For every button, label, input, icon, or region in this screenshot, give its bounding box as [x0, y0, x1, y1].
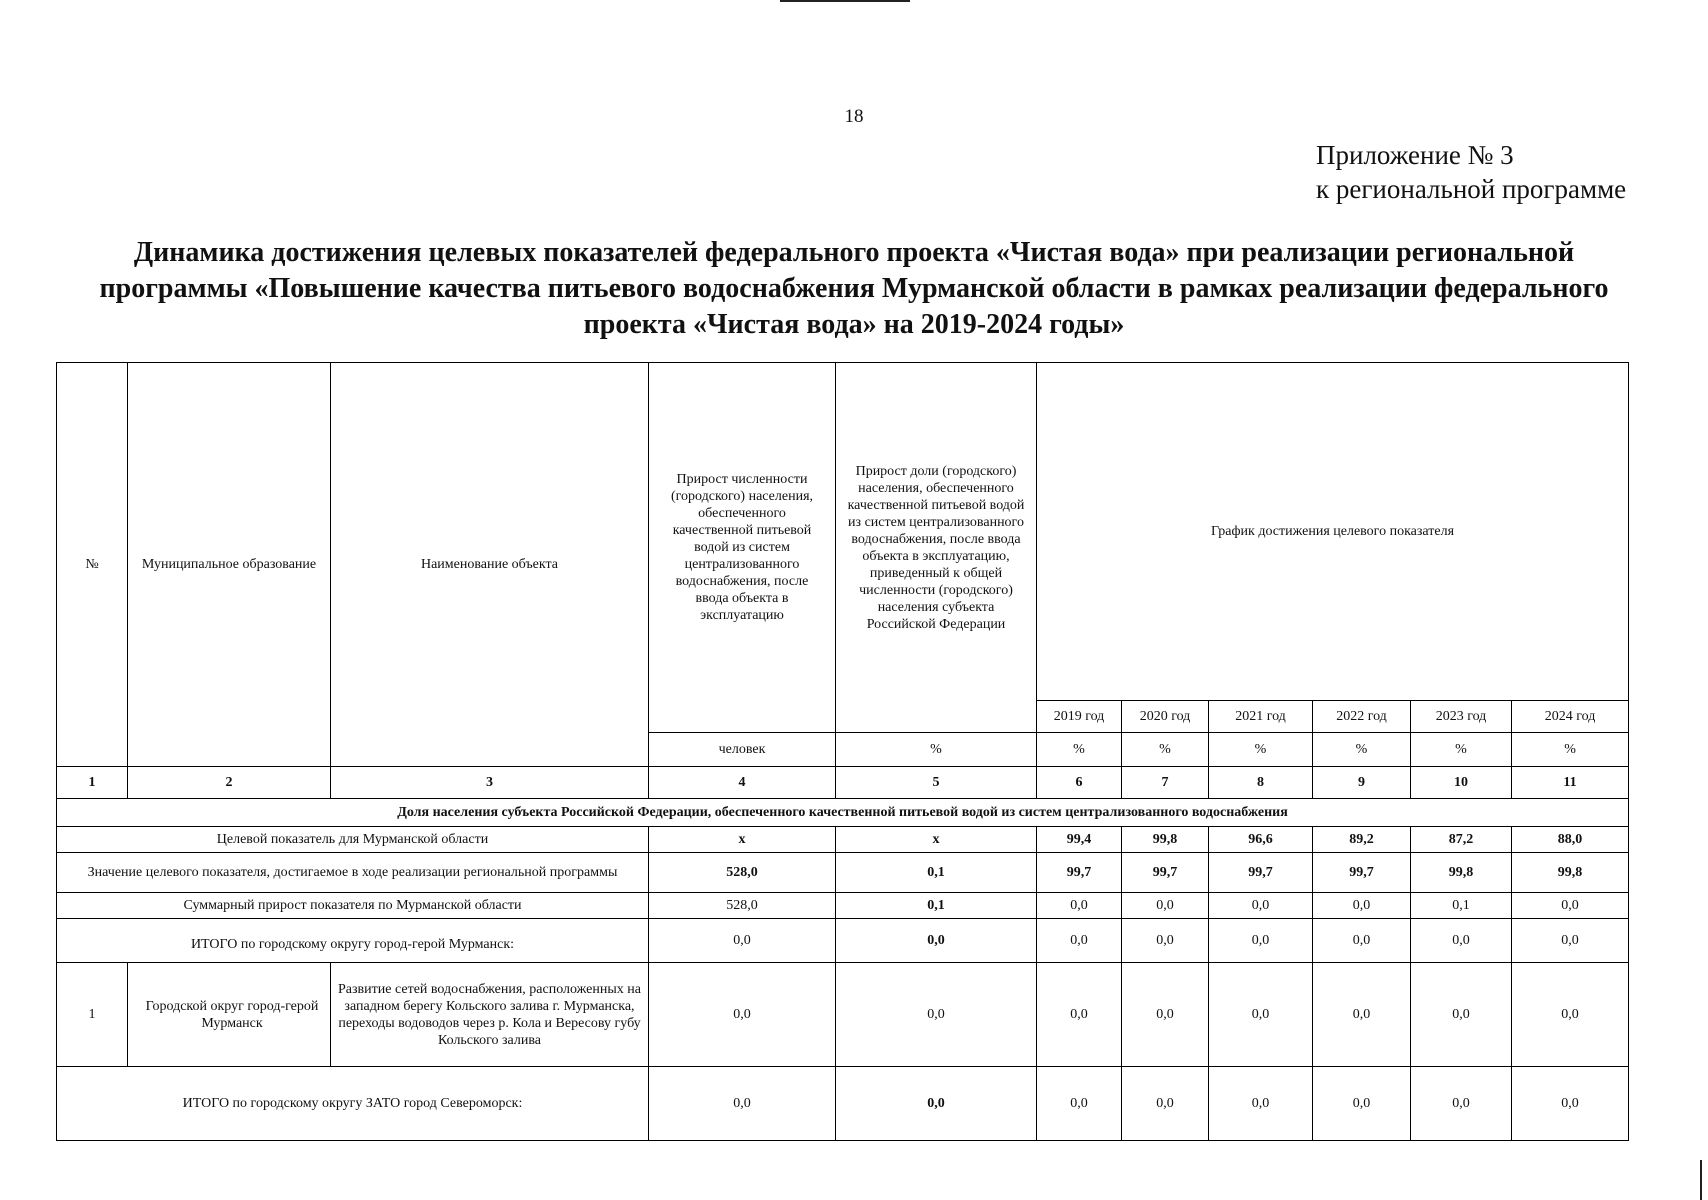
row-label: ИТОГО по городскому округу ЗАТО город Североморск:: [57, 1067, 649, 1141]
unit-people: человек: [649, 733, 836, 767]
row-value: 528,0: [649, 893, 836, 919]
row-label: ИТОГО по городскому округу город-герой Мурманск:: [57, 919, 649, 963]
column-number: 10: [1411, 767, 1512, 799]
column-number: 2: [128, 767, 331, 799]
row-value: 89,2: [1313, 827, 1411, 853]
row-value: 0,0: [1313, 893, 1411, 919]
row-value: 0,0: [1209, 919, 1313, 963]
row-value: 0,1: [1411, 893, 1512, 919]
scan-mark-right: [1700, 1160, 1702, 1200]
column-number: 4: [649, 767, 836, 799]
row-value: 99,8: [1411, 853, 1512, 893]
header-row-main: [57, 363, 1629, 701]
unit-percent: %: [1411, 733, 1512, 767]
row-value: 0,0: [1209, 893, 1313, 919]
section-title: Доля населения субъекта Российской Федерации, обеспеченного качественной питьевой водой из систем централизованного водоснабжения: [57, 799, 1629, 827]
row-label: Целевой показатель для Мурманской области: [57, 827, 649, 853]
row-value: 0,0: [1037, 919, 1122, 963]
header-municipality: Муниципальное образование: [128, 363, 331, 767]
unit-percent: %: [1037, 733, 1122, 767]
row-value: 99,7: [1209, 853, 1313, 893]
row-value: 0,0: [1411, 919, 1512, 963]
column-number: 1: [57, 767, 128, 799]
row-label: Значение целевого показателя, достигаемое в ходе реализации региональной программы: [57, 853, 649, 893]
row-value: 0,0: [836, 919, 1037, 963]
table-row: [57, 827, 1629, 853]
indicators-table: [56, 362, 1629, 1141]
row-value: 0,0: [1411, 1067, 1512, 1141]
header-year-2019: 2019 год: [1037, 701, 1122, 733]
appendix-line-2: к региональной программе: [1316, 174, 1627, 204]
header-year-2022: 2022 год: [1313, 701, 1411, 733]
row-value: 0,1: [836, 853, 1037, 893]
object-value: 0,0: [649, 963, 836, 1067]
unit-percent: %: [836, 733, 1037, 767]
object-value: 0,0: [1122, 963, 1209, 1067]
unit-percent: %: [1313, 733, 1411, 767]
header-schedule: График достижения целевого показателя: [1037, 363, 1629, 701]
unit-percent: %: [1122, 733, 1209, 767]
appendix-line-1: Приложение № 3: [1316, 140, 1514, 170]
header-pop-increase: Прирост численности (городского) населения, обеспеченного качественной питьевой водой из систем централизованного водоснабжения, после ввода объекта в эксплуатацию: [649, 363, 836, 733]
row-value: 99,8: [1512, 853, 1629, 893]
column-number: 11: [1512, 767, 1629, 799]
row-value: 99,4: [1037, 827, 1122, 853]
row-value: x: [649, 827, 836, 853]
scan-mark-top: [780, 0, 910, 2]
header-year-2020: 2020 год: [1122, 701, 1209, 733]
object-municipality: Городской округ город-герой Мурманск: [128, 963, 331, 1067]
column-number-row: [57, 767, 1629, 799]
header-share-increase: Прирост доли (городского) населения, обеспеченного качественной питьевой водой из систем централизованного водоснабжения, после ввода объекта в эксплуатацию, приведенный к общей численности (городского) населения субъекта Российской Федерации: [836, 363, 1037, 733]
object-value: 0,0: [1037, 963, 1122, 1067]
row-value: 0,0: [836, 1067, 1037, 1141]
row-value: 0,0: [1122, 893, 1209, 919]
column-number: 5: [836, 767, 1037, 799]
column-number: 6: [1037, 767, 1122, 799]
row-value: 0,0: [649, 1067, 836, 1141]
object-value: 0,0: [1313, 963, 1411, 1067]
row-value: 0,0: [1313, 919, 1411, 963]
row-value: 0,0: [1122, 919, 1209, 963]
row-value: 0,0: [1037, 893, 1122, 919]
appendix-label: [1316, 138, 1626, 206]
section-title-row: [57, 799, 1629, 827]
row-value: 0,0: [1512, 1067, 1629, 1141]
row-value: 0,0: [1122, 1067, 1209, 1141]
column-number: 3: [331, 767, 649, 799]
object-value: 0,0: [1411, 963, 1512, 1067]
row-value: 0,0: [1313, 1067, 1411, 1141]
row-value: 99,7: [1037, 853, 1122, 893]
row-value: x: [836, 827, 1037, 853]
object-value: 0,0: [1209, 963, 1313, 1067]
column-number: 8: [1209, 767, 1313, 799]
row-value: 88,0: [1512, 827, 1629, 853]
header-year-2021: 2021 год: [1209, 701, 1313, 733]
table-row: [57, 1067, 1629, 1141]
object-num: 1: [57, 963, 128, 1067]
table-row: [57, 919, 1629, 963]
header-year-2023: 2023 год: [1411, 701, 1512, 733]
row-value: 0,0: [649, 919, 836, 963]
row-value: 0,0: [1209, 1067, 1313, 1141]
row-value: 99,7: [1313, 853, 1411, 893]
table-row: [57, 893, 1629, 919]
row-value: 99,8: [1122, 827, 1209, 853]
row-value: 0,0: [1512, 919, 1629, 963]
table-row: [57, 853, 1629, 893]
row-value: 0,1: [836, 893, 1037, 919]
row-value: 96,6: [1209, 827, 1313, 853]
object-name: Развитие сетей водоснабжения, расположенных на западном берегу Кольского залива г. Мурманска, переходы водоводов через р. Кола и Вересову губу Кольского залива: [331, 963, 649, 1067]
unit-percent: %: [1209, 733, 1313, 767]
header-num: №: [57, 363, 128, 767]
page-number: 18: [844, 106, 864, 127]
object-row: [57, 963, 1629, 1067]
column-number: 7: [1122, 767, 1209, 799]
object-value: 0,0: [1512, 963, 1629, 1067]
row-value: 0,0: [1512, 893, 1629, 919]
object-value: 0,0: [836, 963, 1037, 1067]
row-value: 0,0: [1037, 1067, 1122, 1141]
document-title: Динамика достижения целевых показателей федерального проекта «Чистая вода» при реализации региональной программы «Повышение качества питьевого водоснабжения Мурманской области в рамках реализации федерального проекта «Чистая вода» на 2019-2024 годы»: [99, 237, 1609, 340]
column-number: 9: [1313, 767, 1411, 799]
row-value: 99,7: [1122, 853, 1209, 893]
row-value: 528,0: [649, 853, 836, 893]
header-year-2024: 2024 год: [1512, 701, 1629, 733]
row-label: Суммарный прирост показателя по Мурманской области: [57, 893, 649, 919]
row-value: 87,2: [1411, 827, 1512, 853]
unit-percent: %: [1512, 733, 1629, 767]
header-object: Наименование объекта: [331, 363, 649, 767]
